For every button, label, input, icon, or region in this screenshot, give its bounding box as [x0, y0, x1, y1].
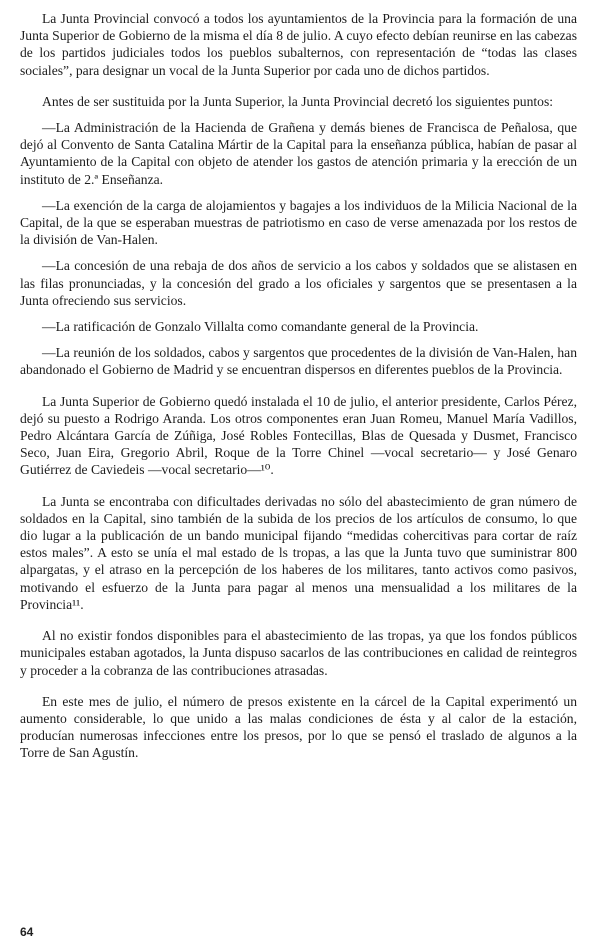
paragraph-junta-difficulties: La Junta se encontraba con dificultades derivadas no sólo del abastecimiento de gran número de soldados en la Capital, sino también de la subida de los precios de los artículos de consumo, lo que dio lugar a la publicación de un bando municipal fijando “medidas cohercitivas para cortar de raíz estos males”. A esto se unía el mal estado de ls tropas, a las que la Junta tuvo que suministrar 800 alpargatas, y el atraso en la percepción de los haberes de los militares, tanto activos como pasivos, motivando el esfuerzo de la Junta para pagar al menos una mensualidad a los militares de la Provincia¹¹.	[20, 493, 577, 612]
paragraph-point-villalta: —La ratificación de Gonzalo Villalta como comandante general de la Provincia.	[42, 319, 479, 335]
document-page	[20, 10, 577, 776]
paragraph-prisoners: En este mes de julio, el número de presos existente en la cárcel de la Capital experimentó un aumento considerable, lo que unido a las malas condiciones de ésta y al calor de la estación, producían numerosas infecciones entre los presos, por lo que se pensó el traslado de algunos a la Torre de San Agustín.	[20, 693, 577, 761]
paragraph-point-hacienda: —La Administración de la Hacienda de Grañena y demás bienes de Francisca de Peñalosa, que dejó al Convento de Santa Catalina Mártir de la Capital para la enseñanza pública, habían de pasar al Ayuntamiento de la Capital con objeto de atender los gastos de atención primaria y la erección de un instituto de 2.ª Enseñanza.	[20, 120, 577, 187]
paragraph-point-milicia: —La exención de la carga de alojamientos y bagajes a los individuos de la Milicia Nacional de la Capital, de la que se esperaban muestras de patriotismo en caso de verse amenazada por los restos de la división de Van-Halen.	[20, 197, 577, 248]
paragraph-point-servicio: —La concesión de una rebaja de dos años de servicio a los cabos y soldados que se alistasen en las filas pronunciadas, y la concesión del grado a los oficiales y sargentos que se presentasen a la Junta ofreciendo sus servicios.	[20, 258, 577, 308]
paragraph-funds: Al no existir fondos disponibles para el abastecimiento de las tropas, ya que los fondos públicos municipales estaban agotados, la Junta dispuso sacarlos de las contribuciones en calidad de reintegros y proceder a la cobranza de las contribuciones atrasadas.	[20, 628, 577, 678]
paragraph-point-soldados: —La reunión de los soldados, cabos y sargentos que procedentes de la división de Van-Halen, han abandonado el Gobierno de Madrid y se encuentran dispersos en diferentes pueblos de la Provincia.	[20, 345, 577, 378]
paragraph-junta-superior-members: La Junta Superior de Gobierno quedó instalada el 10 de julio, el anterior presidente, Carlos Pérez, dejó su puesto a Rodrigo Aranda. Los otros componentes eran Juan Romeu, Manuel María Vadillos, Pedro Alcántara García de Zúñiga, José Robles Fontecillas, Blas de Quesada y Dusmet, Francisco Seco, Juan Eira, Gregorio Abril, Roque de la Torre Chinel —vocal secretario— y José Genaro Gutiérrez de Caviedeis —vocal secretario—¹⁰.	[20, 393, 577, 478]
paragraph-decreed-points-intro: Antes de ser sustituida por la Junta Superior, la Junta Provincial decretó los siguientes puntos:	[42, 93, 554, 109]
page-number: 64	[20, 925, 34, 939]
paragraph-junta-convocation: La Junta Provincial convocó a todos los ayuntamientos de la Provincia para la formación de una Junta Superior de Gobierno de la misma el día 8 de julio. A cuyo efecto debían reunirse en las cabezas de los partidos judiciales todos los pueblos subalternos, con representación de “todas las clases sociales”, para designar un vocal de la Junta Superior por cada uno de dichos partidos.	[20, 11, 577, 78]
